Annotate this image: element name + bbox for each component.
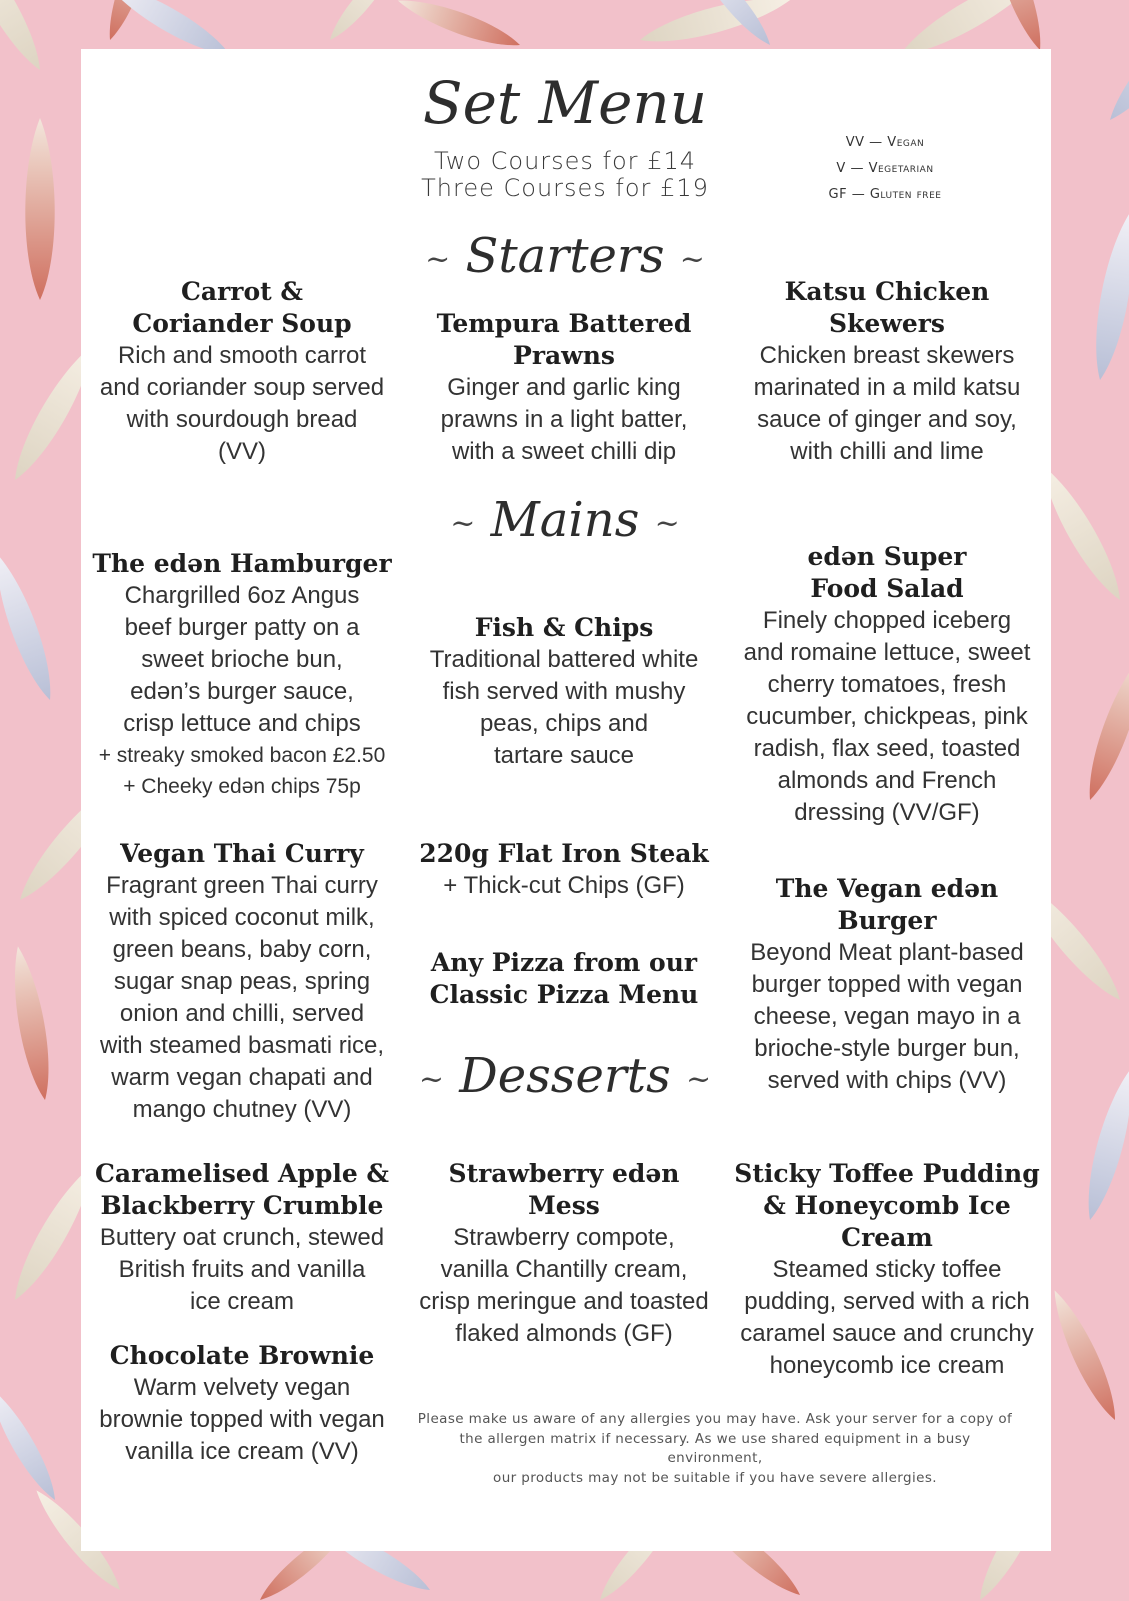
section-starters: ~ Starters ~ [425,228,705,284]
allergen-note: Please make us aware of any allergies you may have. Ask your server for a copy of the allergen matrix if necessary. As we use shared equipment in a busy environment, our products may not be suitable if you have severe allergies. [417,1411,1013,1486]
dish-description: Chargrilled 6oz Angus beef burger patty on a sweet brioche bun, edən’s burger sauce, crisp lettuce and chips [123,582,361,737]
menu-item-any-pizza [414,947,714,1011]
dish-name: Chocolate Brownie [109,1341,375,1370]
menu-item-hamburger [87,548,397,802]
legend-vegetarian: V — Vegetarian [836,161,934,176]
dish-description: Steamed sticky toffee pudding, served with a rich caramel sauce and crunchy honeycomb ice cream [740,1256,1034,1379]
menu-item-tempura-prawns [414,308,714,468]
dish-name: The edən Hamburger [92,549,392,578]
dish-extras: + streaky smoked bacon £2.50 + Cheeky edən chips 75p [98,744,386,798]
dish-name: Sticky Toffee Pudding & Honeycomb Ice Cream [734,1159,1040,1252]
legend-vegan: VV — Vegan [845,135,925,150]
menu-item-chocolate-brownie [87,1340,397,1468]
dish-description: + Thick-cut Chips (GF) [443,872,685,899]
dish-name: Any Pizza from our Classic Pizza Menu [429,948,699,1009]
dish-name: The Vegan edən Burger [775,874,999,935]
menu-item-fish-chips [414,612,714,772]
dish-description: Ginger and garlic king prawns in a light batter, with a sweet chilli dip [440,374,688,465]
dish-name: Caramelised Apple & Blackberry Crumble [94,1159,390,1220]
dietary-legend [780,130,990,208]
menu-item-vegan-thai-curry [92,838,392,1126]
price-three-courses: Three Courses for £19 [421,174,709,202]
dish-description: Fragrant green Thai curry with spiced coconut milk, green beans, baby corn, sugar snap peas, spring onion and chilli, served with steamed basmati rice, warm vegan chapati and mango chutney (VV) [99,872,385,1123]
menu-item-vegan-burger [737,873,1037,1097]
dish-description: Traditional battered white fish served with mushy peas, chips and tartare sauce [429,646,699,769]
dish-description: Buttery oat crunch, stewed British fruits and vanilla ice cream [99,1224,385,1315]
menu-item-strawberry-mess [414,1158,714,1350]
section-mains: ~ Mains ~ [450,492,680,548]
dish-name: Vegan Thai Curry [120,839,364,868]
dish-name: Katsu Chicken Skewers [784,277,990,338]
dish-name: Tempura Battered Prawns [436,309,692,370]
menu-item-katsu-skewers [737,276,1037,468]
dish-description: Finely chopped iceberg and romaine lettuce, sweet cherry tomatoes, fresh cucumber, chickpeas, pink radish, flax seed, toasted almonds and French dressing (VV/GF) [743,607,1031,826]
menu-item-carrot-soup [92,276,392,468]
section-desserts: ~ Desserts ~ [418,1048,712,1104]
dish-name: 220g Flat Iron Steak [419,839,709,868]
price-two-courses: Two Courses for £14 [434,147,696,175]
dish-description: Beyond Meat plant-based burger topped with vegan cheese, vegan mayo in a brioche-style burger bun, served with chips (VV) [750,939,1024,1094]
dish-name: edən Super Food Salad [807,542,967,603]
dish-description: Chicken breast skewers marinated in a mild katsu sauce of ginger and soy, with chilli and lime [753,342,1021,465]
dish-description: Rich and smooth carrot and coriander soup served with sourdough bread (VV) [99,342,385,465]
menu-item-flat-iron-steak [414,838,714,902]
page-title: Set Menu [422,69,708,137]
dish-description: Strawberry compote, vanilla Chantilly cream, crisp meringue and toasted flaked almonds (GF) [419,1224,709,1347]
price-info [380,148,750,202]
legend-gluten-free: GF — Gluten free [828,187,942,202]
menu-item-super-food-salad [737,541,1037,829]
dish-name: Strawberry edən Mess [448,1159,680,1220]
menu-item-sticky-toffee [732,1158,1042,1382]
dish-name: Carrot & Coriander Soup [132,277,352,338]
dish-name: Fish & Chips [474,613,654,642]
dish-description: Warm velvety vegan brownie topped with vegan vanilla ice cream (VV) [99,1374,385,1465]
menu-item-apple-crumble [87,1158,397,1318]
